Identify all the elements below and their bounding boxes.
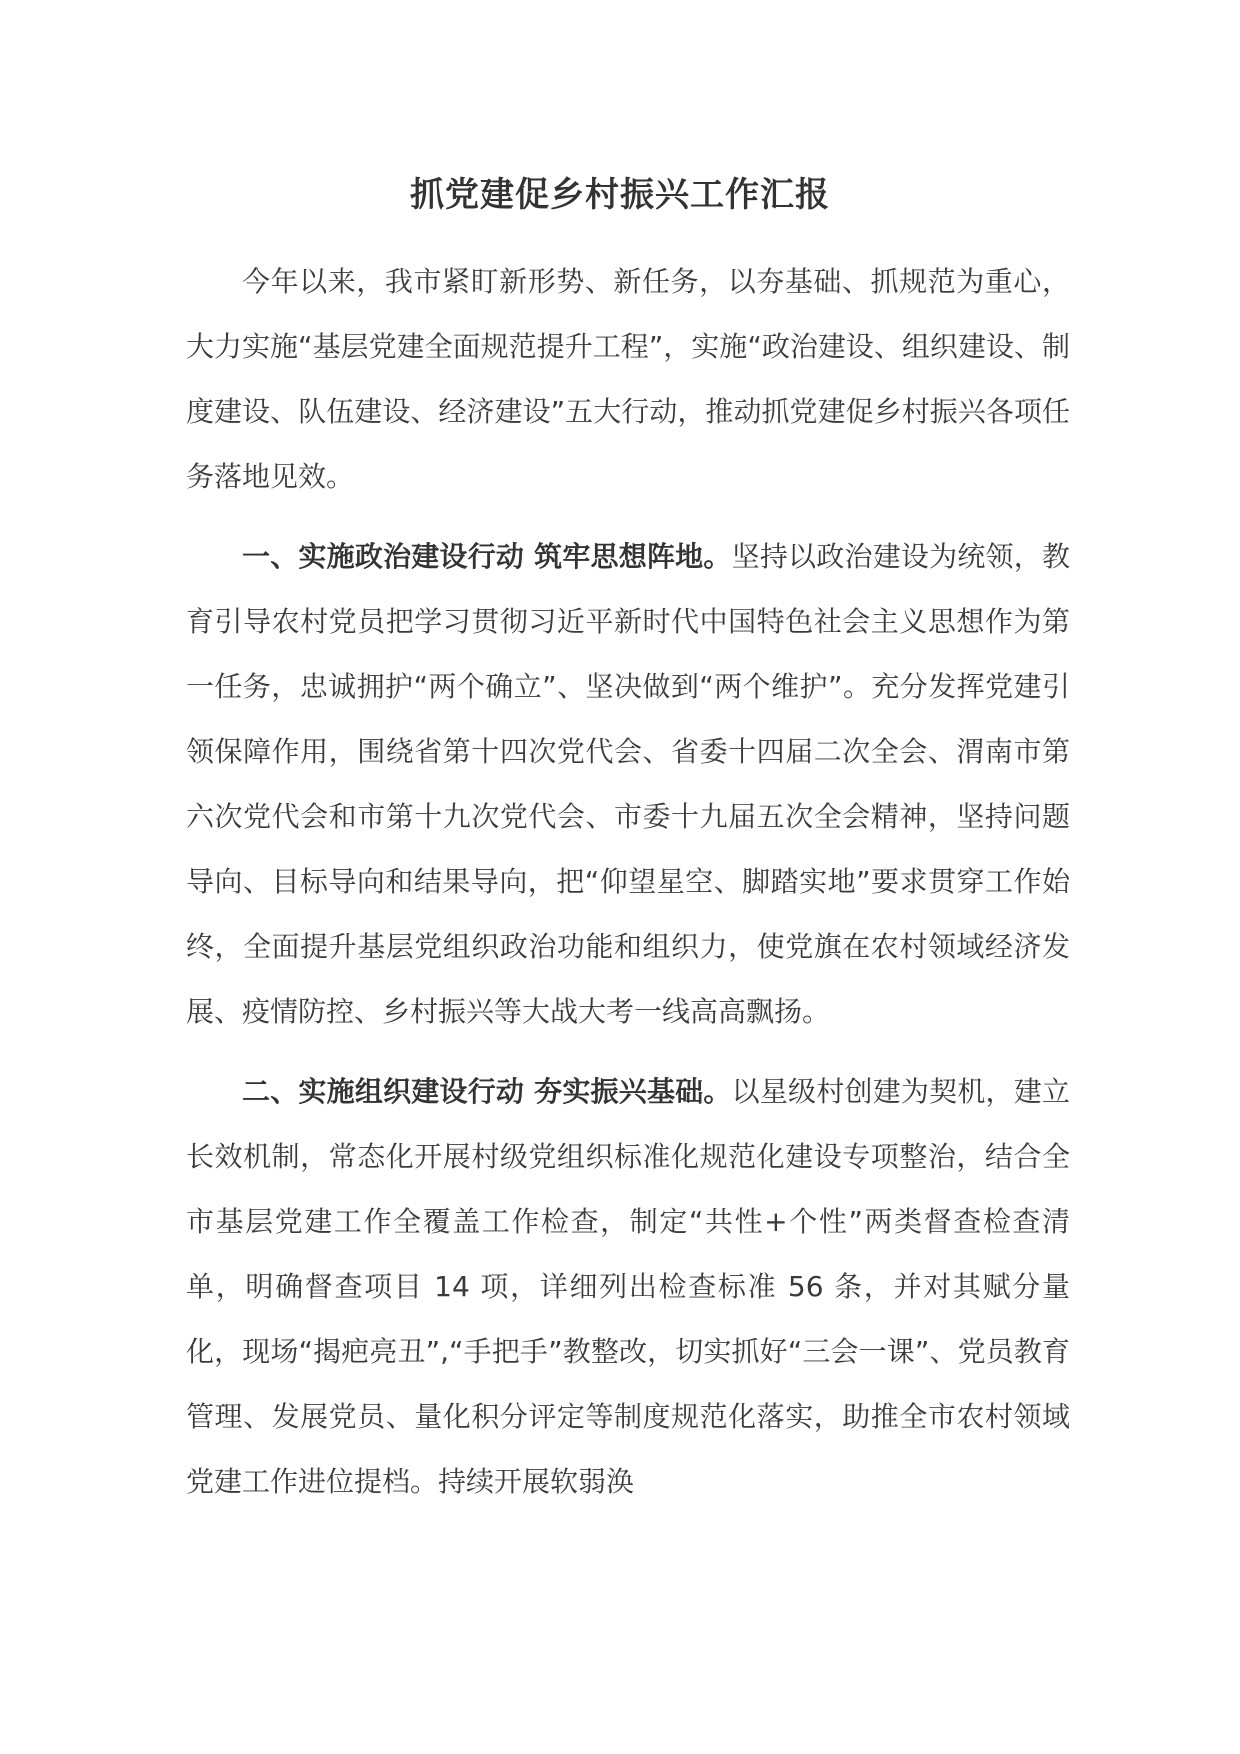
- section-2-heading: 二、实施组织建设行动 夯实振兴基础。: [242, 1075, 732, 1108]
- section-1-paragraph: [186, 524, 1070, 1044]
- section-1-heading: 一、实施政治建设行动 筑牢思想阵地。: [242, 540, 732, 573]
- document-title: 抓党建促乡村振兴工作汇报: [410, 175, 830, 215]
- document-body: [186, 249, 1070, 1529]
- section-2-paragraph: [186, 1059, 1070, 1514]
- section-2-text: 以星级村创建为契机，建立长效机制，常态化开展村级党组织标准化规范化建设专项整治，结合全市基层党建工作全覆盖工作检查，制定“共性+个性”两类督查检查清单，明确督查项目 14 项，详细列出检查标准 56 条，并对其赋分量化，现场“揭疤亮丑”,“手把手”教整改，切实抓好“三会一课”、党员教育管理、发展党员、量化积分评定等制度规范化落实，助推全市农村领域党建工作进位提档。持续开展软弱涣: [186, 1075, 1070, 1498]
- section-1-text: 坚持以政治建设为统领，教育引导农村党员把学习贯彻习近平新时代中国特色社会主义思想作为第一任务，忠诚拥护“两个确立”、坚决做到“两个维护”。充分发挥党建引领保障作用，围绕省第十四次党代会、省委十四届二次全会、渭南市第六次党代会和市第十九次党代会、市委十九届五次全会精神，坚持问题导向、目标导向和结果导向，把“仰望星空、脚踏实地”要求贯穿工作始终，全面提升基层党组织政治功能和组织力，使党旗在农村领域经济发展、疫情防控、乡村振兴等大战大考一线高高飘扬。: [186, 540, 1070, 1028]
- intro-paragraph: 今年以来，我市紧盯新形势、新任务，以夯基础、抓规范为重心，大力实施“基层党建全面规范提升工程”，实施“政治建设、组织建设、制度建设、队伍建设、经济建设”五大行动，推动抓党建促乡村振兴各项任务落地见效。: [186, 265, 1070, 493]
